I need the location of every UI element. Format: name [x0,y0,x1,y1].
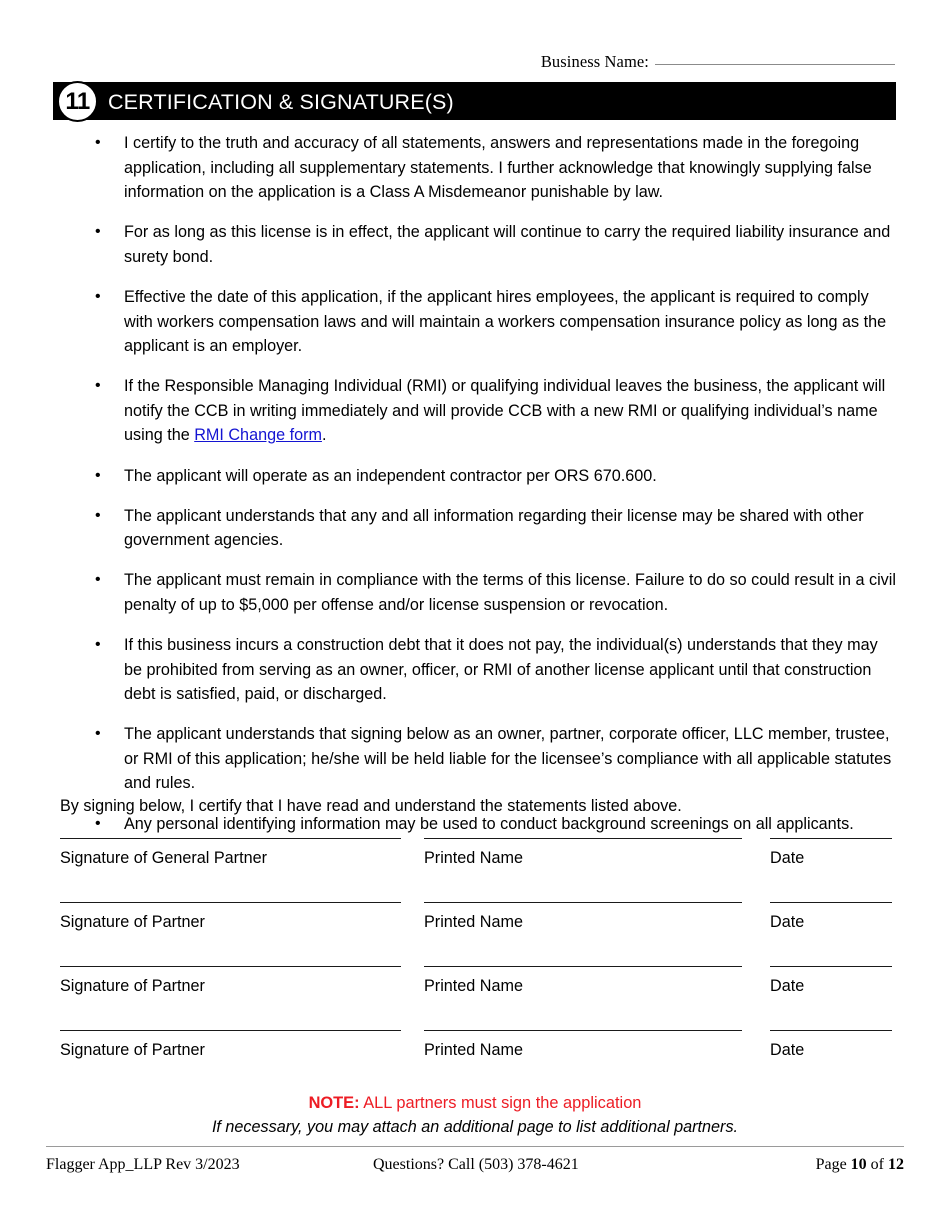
bullet-dot-icon: • [95,134,101,151]
signature-label: Signature of Partner [60,977,205,995]
list-item [88,722,898,796]
business-name-header [0,52,950,72]
signature-row [60,902,900,966]
list-item [88,633,898,707]
list-item-text: The applicant must remain in compliance with the terms of this license. Failure to do so could result in a civil penalty of up to $5,000 per offense and/or license suspension or revocation. [124,571,896,614]
date-blank-line[interactable] [770,1030,892,1031]
footer-current-page: 10 [850,1156,867,1173]
note-text: ALL partners must sign the application [359,1094,642,1112]
list-item [88,285,898,359]
list-item-text: The applicant will operate as an independent contractor per ORS 670.600. [124,466,657,485]
printed-name-label: Printed Name [424,849,523,867]
footer-divider [46,1146,904,1147]
rmi-change-form-link[interactable]: RMI Change form [194,426,322,445]
bullet-dot-icon: • [95,377,101,395]
printed-name-field [424,966,742,997]
footer-of-word: of [870,1156,884,1173]
date-label: Date [770,913,805,931]
date-label: Date [770,977,805,995]
list-item-text: For as long as this license is in effect, the applicant will continue to carry the required liability insurance and surety bond. [124,223,891,266]
footer-contact: Questions? Call (503) 378-4621 [373,1156,579,1173]
signature-field-partner [60,902,401,933]
signature-field-partner [60,966,401,997]
signature-row [60,966,900,1030]
business-name-blank-line[interactable] [655,64,895,65]
section-title: CERTIFICATION & SIGNATURE(S) [108,90,454,114]
signature-field-partner [60,1030,401,1061]
bullet-dot-icon: • [95,506,101,524]
signature-blank-line[interactable] [60,902,401,903]
footer-form-id: Flagger App_LLP Rev 3/2023 [46,1156,240,1173]
list-item [88,220,898,269]
date-blank-line[interactable] [770,838,892,839]
signature-row [60,1030,900,1094]
list-item [88,568,898,617]
note-prefix: NOTE: [308,1094,360,1112]
page-footer [46,1156,904,1178]
signature-blank-line[interactable] [60,1030,401,1031]
printed-name-blank-line[interactable] [424,838,742,839]
list-item [88,504,898,553]
bullet-dot-icon: • [95,223,101,241]
signature-block [60,838,900,1094]
list-item-text: I certify to the truth and accuracy of all statements, answers and representations made in the foregoing application, including all supplementary statements. I further acknowledge that knowingly supplying false information on the application is a Class A Misdemeanor punishable by law. [124,134,872,202]
signature-label: Signature of General Partner [60,849,267,867]
list-item [88,131,898,205]
list-item-text: Any personal identifying information may be used to conduct background screenings on all applicants. [124,814,854,833]
printed-name-blank-line[interactable] [424,1030,742,1031]
printed-name-label: Printed Name [424,1041,523,1059]
list-item-text: If this business incurs a construction debt that it does not pay, the individual(s) understands that they may be prohibited from serving as an owner, officer, or RMI of another license applicant until that construction debt is satisfied, paid, or discharged. [124,636,878,704]
bullet-dot-icon: • [95,466,101,484]
printed-name-field [424,902,742,933]
bullet-dot-icon: • [95,571,101,589]
note-subtext: If necessary, you may attach an additional page to list additional partners. [211,1118,739,1136]
date-label: Date [770,849,805,867]
footer-page-word: Page [815,1156,847,1173]
list-item-text: If the Responsible Managing Individual (RMI) or qualifying individual leaves the business, the applicant will notify the CCB in writing immediately and will provide CCB with a new RMI or qualifying individual’s name using the [124,377,886,445]
printed-name-label: Printed Name [424,977,523,995]
footer-page-number [816,1156,904,1174]
note-line [0,1094,950,1113]
signature-field-general-partner [60,838,401,869]
date-blank-line[interactable] [770,966,892,967]
date-field [770,966,892,997]
date-field [770,1030,892,1061]
signature-row [60,838,900,902]
bullet-dot-icon: • [95,636,101,653]
date-field [770,902,892,933]
printed-name-blank-line[interactable] [424,902,742,903]
business-name-label: Business Name: [540,52,649,71]
list-item-text: The applicant understands that any and all information regarding their license may be shared with other government agencies. [124,506,864,550]
signature-label: Signature of Partner [60,913,205,931]
printed-name-blank-line[interactable] [424,966,742,967]
signature-label: Signature of Partner [60,1041,205,1059]
printed-name-label: Printed Name [424,913,523,931]
list-item [88,374,898,448]
list-item-text: The applicant understands that signing below as an owner, partner, corporate officer, LLC member, trustee, or RMI of this application; he/she will be held liable for the licensee’s compliance with all applicable statutes and rules. [124,725,892,793]
printed-name-field [424,1030,742,1061]
certify-statement: By signing below, I certify that I have read and understand the statements listed above. [60,797,682,815]
date-field [770,838,892,869]
list-item-text-tail: . [321,426,327,445]
footer-total-pages: 12 [888,1156,904,1173]
bullet-dot-icon: • [95,725,101,743]
date-blank-line[interactable] [770,902,892,903]
section-number-badge: 11 [57,81,98,122]
list-item [88,464,898,489]
bullet-dot-icon: • [95,814,101,832]
signature-blank-line[interactable] [60,966,401,967]
certification-bullet-list [88,131,898,852]
signature-blank-line[interactable] [60,838,401,839]
bullet-dot-icon: • [95,287,101,305]
printed-name-field [424,838,742,869]
date-label: Date [770,1041,805,1059]
list-item-text: Effective the date of this application, if the applicant hires employees, the applicant is required to comply with workers compensation laws and will maintain a workers compensation insurance policy as long as the applicant is an employer. [124,287,887,356]
